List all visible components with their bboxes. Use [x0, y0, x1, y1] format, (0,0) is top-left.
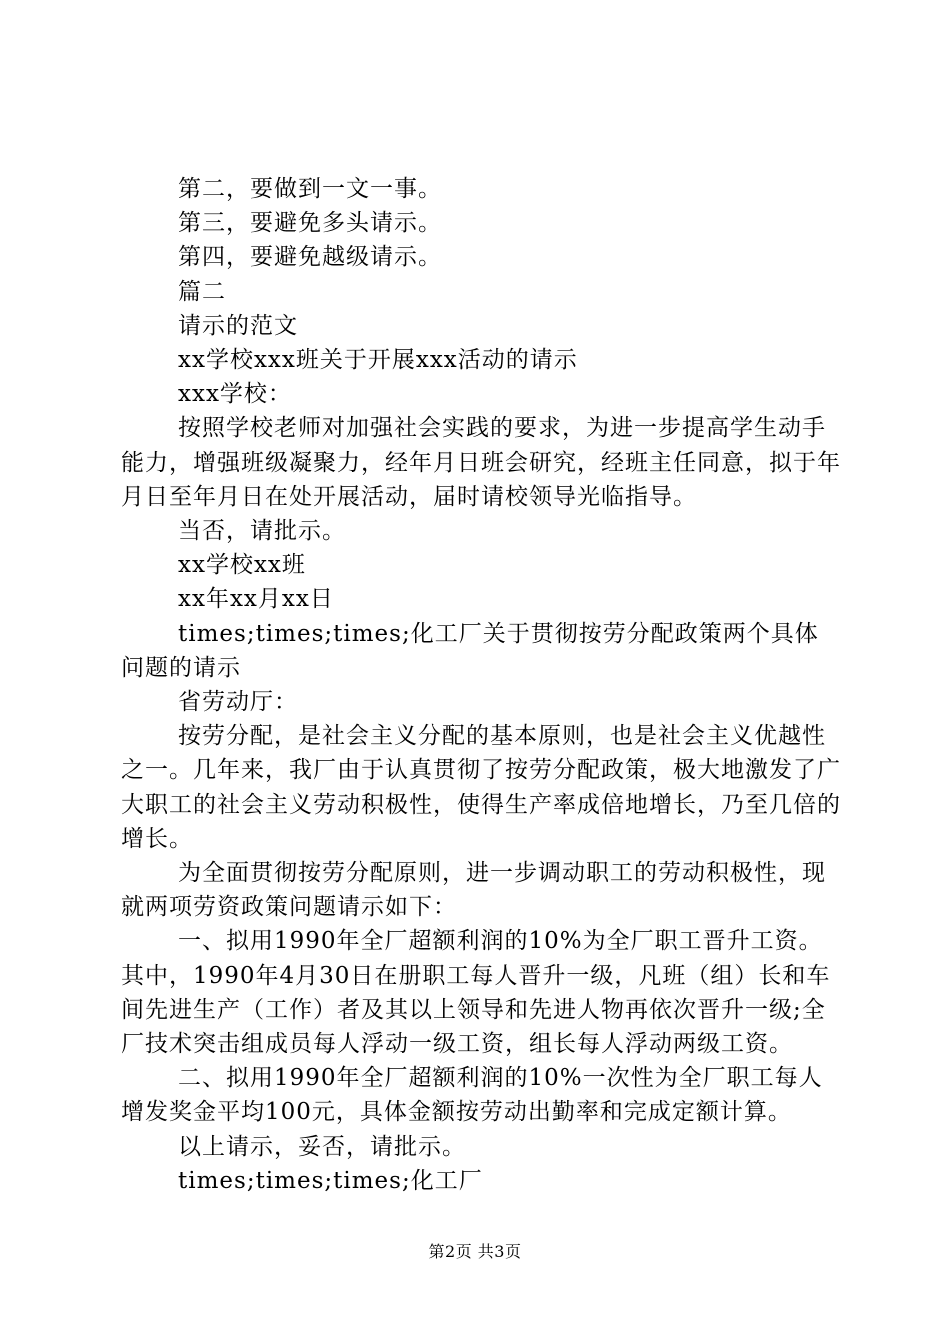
addressee: 省劳动厅：	[178, 689, 298, 716]
document-title: times;times;times;化工厂关于贯彻按劳分配政策两个具体问题的请示	[121, 620, 819, 681]
section-heading: 篇二	[178, 278, 226, 305]
date-line: xx年xx月xx日	[178, 586, 334, 613]
paragraph: 为全面贯彻按劳分配原则，进一步调动职工的劳动积极性，现就两项劳资政策问题请示如下：	[121, 860, 826, 921]
addressee: xxx学校：	[178, 381, 292, 408]
text-line: 以上请示，妥否，请批示。	[178, 1133, 466, 1160]
text-line: 请示的范文	[178, 312, 298, 339]
paragraph: 二、拟用1990年全厂超额利润的10%一次性为全厂职工每人增发奖金平均100元，具体金额按劳动出勤率和完成定额计算。	[121, 1065, 823, 1126]
text-line: 第二，要做到一文一事。	[178, 176, 442, 202]
text-line: 第三，要避免多头请示。	[178, 210, 442, 237]
document-title: xx学校xxx班关于开展xxx活动的请示	[178, 347, 578, 374]
paragraph: 按劳分配，是社会主义分配的基本原则，也是社会主义优越性之一。几年来，我厂由于认真贯彻了按劳分配政策，极大地激发了广大职工的社会主义劳动积极性，使得生产率成倍地增长，乃至几倍的增长。	[121, 723, 841, 852]
document-body	[121, 172, 841, 1198]
text-line: 第四，要避免越级请示。	[178, 244, 442, 271]
signature-line: times;times;times;化工厂	[178, 1167, 483, 1194]
signature-line: xx学校xx班	[178, 552, 306, 579]
page-footer: 第2页 共3页	[428, 1242, 522, 1261]
text-line: 当否，请批示。	[178, 518, 346, 545]
paragraph: 一、拟用1990年全厂超额利润的10%为全厂职工晋升工资。其中，1990年4月30日在册职工每人晋升一级，凡班（组）长和车间先进生产（工作）者及其以上领导和先进人物再依次晋升一级;全厂技术突击组成员每人浮动一级工资，组长每人浮动两级工资。	[121, 928, 831, 1058]
paragraph: 按照学校老师对加强社会实践的要求，为进一步提高学生动手能力，增强班级凝聚力，经年月日班会研究，经班主任同意，拟于年月日至年月日在处开展活动，届时请校领导光临指导。	[121, 415, 841, 510]
